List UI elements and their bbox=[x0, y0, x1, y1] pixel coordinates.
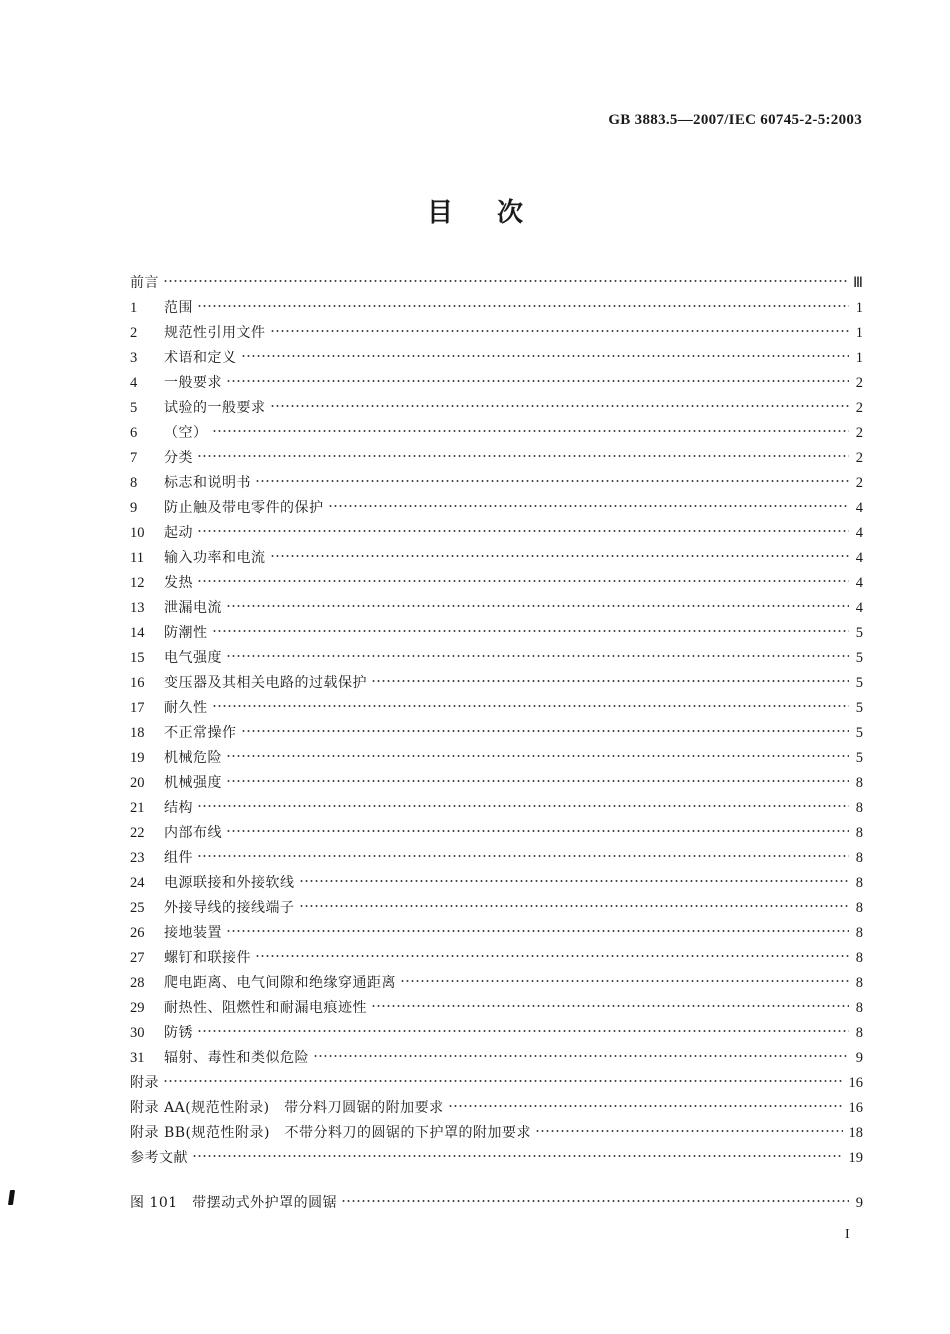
toc-entry-label: 一般要求 bbox=[164, 375, 222, 391]
dot-leader bbox=[255, 478, 849, 484]
toc-entry-label: 组件 bbox=[164, 850, 193, 866]
dot-leader bbox=[241, 353, 850, 359]
toc-entry[interactable] bbox=[130, 397, 863, 422]
toc-entry-number: 12 bbox=[130, 575, 145, 591]
toc-entry[interactable] bbox=[130, 697, 863, 722]
page-title: 目次 bbox=[426, 198, 567, 228]
toc-entry-label: 前言 bbox=[130, 275, 159, 291]
toc-entry-label: 规范性引用文件 bbox=[164, 325, 266, 341]
toc-entry-page: 2 bbox=[855, 450, 863, 466]
dot-leader bbox=[226, 778, 849, 784]
toc-entry[interactable] bbox=[130, 522, 863, 547]
toc-entry-label: 耐久性 bbox=[164, 700, 208, 716]
toc-entry-number: 24 bbox=[130, 875, 145, 891]
dot-leader bbox=[226, 928, 849, 934]
toc-entry-label: 结构 bbox=[164, 800, 193, 816]
toc-entry[interactable] bbox=[130, 472, 863, 497]
toc-entry-number: 4 bbox=[130, 375, 138, 391]
toc-entry[interactable] bbox=[130, 847, 863, 872]
toc-entry-page: 5 bbox=[855, 750, 863, 766]
toc-entry-number: 11 bbox=[130, 550, 144, 566]
toc-entry-page: 1 bbox=[855, 325, 863, 341]
dot-leader bbox=[299, 903, 850, 909]
dot-leader bbox=[197, 453, 849, 459]
toc-entry-label: 耐热性、阻燃性和耐漏电痕迹性 bbox=[164, 1000, 367, 1016]
toc-entry[interactable] bbox=[130, 1122, 863, 1147]
toc-entry[interactable] bbox=[130, 447, 863, 472]
toc-entry[interactable] bbox=[130, 647, 863, 672]
toc-entry-label: 防止触及带电零件的保护 bbox=[164, 500, 324, 516]
toc-entry-label: 机械危险 bbox=[164, 750, 222, 766]
toc-entry-number: 5 bbox=[130, 400, 138, 416]
dot-leader bbox=[400, 978, 849, 984]
toc-entry[interactable] bbox=[130, 322, 863, 347]
dot-leader bbox=[197, 853, 849, 859]
dot-leader bbox=[226, 653, 849, 659]
dot-leader bbox=[226, 378, 849, 384]
dot-leader bbox=[299, 878, 850, 884]
dot-leader bbox=[313, 1053, 849, 1059]
toc-entry-label: 防锈 bbox=[164, 1025, 193, 1041]
toc-entry-label: 附录 AA(规范性附录) 带分料刀圆锯的附加要求 bbox=[130, 1100, 444, 1116]
toc-entry-label: 发热 bbox=[164, 575, 193, 591]
toc-entry-label: 内部布线 bbox=[164, 825, 222, 841]
toc-entry-page: 2 bbox=[855, 400, 863, 416]
toc-entry-number: 25 bbox=[130, 900, 145, 916]
toc-entry[interactable] bbox=[130, 272, 863, 297]
toc-entry-page: 16 bbox=[848, 1100, 863, 1116]
toc-entry-number: 19 bbox=[130, 750, 145, 766]
toc-entry[interactable] bbox=[130, 822, 863, 847]
dot-leader bbox=[212, 628, 850, 634]
toc-entry-page: 4 bbox=[855, 525, 863, 541]
dot-leader bbox=[212, 703, 850, 709]
toc-entry[interactable] bbox=[130, 897, 863, 922]
toc-entry[interactable] bbox=[130, 922, 863, 947]
toc-entry-label: 螺钉和联接件 bbox=[164, 950, 251, 966]
toc-entry-label: 防潮性 bbox=[164, 625, 208, 641]
toc-entry[interactable] bbox=[130, 622, 863, 647]
standard-code: GB 3883.5—2007/IEC 60745-2-5:2003 bbox=[608, 112, 862, 128]
toc-entry-page: 5 bbox=[855, 675, 863, 691]
toc-entry-label: 机械强度 bbox=[164, 775, 222, 791]
dot-leader bbox=[255, 953, 849, 959]
dot-leader bbox=[371, 1003, 849, 1009]
dot-leader bbox=[197, 303, 849, 309]
dot-leader bbox=[371, 678, 849, 684]
page-folio: I bbox=[845, 1227, 850, 1242]
toc-entry-number: 1 bbox=[130, 300, 138, 316]
toc-entry-number: 29 bbox=[130, 1000, 145, 1016]
toc-entry-number: 27 bbox=[130, 950, 145, 966]
toc-entry-page: 4 bbox=[855, 575, 863, 591]
toc-entry-label: 外接导线的接线端子 bbox=[164, 900, 295, 916]
toc-entry-page: 8 bbox=[855, 900, 863, 916]
toc-entry[interactable] bbox=[130, 772, 863, 797]
toc-entry-label: 附录 bbox=[130, 1075, 159, 1091]
toc-entry-number: 8 bbox=[130, 475, 138, 491]
dot-leader bbox=[197, 803, 849, 809]
toc-entry-page: 5 bbox=[855, 625, 863, 641]
dot-leader bbox=[341, 1198, 849, 1204]
toc-entry[interactable] bbox=[130, 572, 863, 597]
toc-entry-number: 15 bbox=[130, 650, 145, 666]
toc-entry-page: 18 bbox=[848, 1125, 863, 1141]
toc-entry-label: 输入功率和电流 bbox=[164, 550, 266, 566]
toc-entry-label: 辐射、毒性和类似危险 bbox=[164, 1050, 309, 1066]
dot-leader bbox=[197, 1028, 849, 1034]
toc-entry[interactable] bbox=[130, 672, 863, 697]
toc-entry-label: （空） bbox=[164, 425, 208, 441]
toc-entry[interactable] bbox=[130, 347, 863, 372]
toc-entry-label: 范围 bbox=[164, 300, 193, 316]
toc-entry-page: 2 bbox=[855, 425, 863, 441]
toc-entry-label: 变压器及其相关电路的过载保护 bbox=[164, 675, 367, 691]
toc-entry[interactable] bbox=[130, 372, 863, 397]
toc-entry-number: 31 bbox=[130, 1050, 145, 1066]
dot-leader bbox=[212, 428, 850, 434]
toc-entry-page: 4 bbox=[855, 500, 863, 516]
toc-entry[interactable] bbox=[130, 497, 863, 522]
toc-entry-page: 1 bbox=[855, 300, 863, 316]
toc-entry-number: 26 bbox=[130, 925, 145, 941]
toc-entry[interactable] bbox=[130, 1047, 863, 1072]
toc-entry-number: 2 bbox=[130, 325, 138, 341]
toc-entry[interactable] bbox=[130, 747, 863, 772]
toc-entry-page: 9 bbox=[855, 1050, 863, 1066]
toc-entry-number: 14 bbox=[130, 625, 145, 641]
toc-entry[interactable] bbox=[130, 297, 863, 322]
dot-leader bbox=[241, 728, 850, 734]
toc-entry-number: 7 bbox=[130, 450, 138, 466]
toc-entry-label: 参考文献 bbox=[130, 1150, 188, 1166]
toc-entry-page: 9 bbox=[855, 1195, 863, 1211]
dot-leader bbox=[270, 553, 850, 559]
dot-leader bbox=[535, 1128, 843, 1134]
toc-entry-number: 6 bbox=[130, 425, 138, 441]
toc-entry-number: 28 bbox=[130, 975, 145, 991]
toc-entry-label: 分类 bbox=[164, 450, 193, 466]
dot-leader bbox=[163, 278, 847, 284]
toc-entry-page: 8 bbox=[855, 975, 863, 991]
toc-entry[interactable] bbox=[130, 872, 863, 897]
toc-entry-number: 13 bbox=[130, 600, 145, 616]
toc-entry-number: 23 bbox=[130, 850, 145, 866]
dot-leader bbox=[197, 528, 849, 534]
toc-entry-page: 2 bbox=[855, 475, 863, 491]
toc-entry-page: 4 bbox=[855, 550, 863, 566]
toc-entry-number: 10 bbox=[130, 525, 145, 541]
toc-entry-label: 标志和说明书 bbox=[164, 475, 251, 491]
toc-entry[interactable] bbox=[130, 997, 863, 1022]
dot-leader bbox=[270, 328, 850, 334]
dot-leader bbox=[226, 753, 849, 759]
toc-entry-page: 8 bbox=[855, 775, 863, 791]
toc-entry[interactable] bbox=[130, 722, 863, 747]
toc-entry-number: 20 bbox=[130, 775, 145, 791]
toc-entry[interactable] bbox=[130, 797, 863, 822]
toc-entry[interactable] bbox=[130, 1097, 863, 1122]
toc-entry-page: 8 bbox=[855, 950, 863, 966]
toc-entry-number: 3 bbox=[130, 350, 138, 366]
toc-entry-page: 5 bbox=[855, 650, 863, 666]
toc-entry-page: 19 bbox=[848, 1150, 863, 1166]
toc-entry-label: 起动 bbox=[164, 525, 193, 541]
toc-entry-page: 1 bbox=[855, 350, 863, 366]
toc-entry-page: Ⅲ bbox=[853, 275, 863, 291]
toc-entry-label: 术语和定义 bbox=[164, 350, 237, 366]
toc-entry-number: 16 bbox=[130, 675, 145, 691]
toc-entry-page: 8 bbox=[855, 1000, 863, 1016]
dot-leader bbox=[197, 578, 849, 584]
toc-entry-label: 附录 BB(规范性附录) 不带分料刀的圆锯的下护罩的附加要求 bbox=[130, 1125, 531, 1141]
toc-entry-label: 不正常操作 bbox=[164, 725, 237, 741]
toc-entry-label: 试验的一般要求 bbox=[164, 400, 266, 416]
toc-entry-number: 22 bbox=[130, 825, 145, 841]
toc-entry-page: 8 bbox=[855, 825, 863, 841]
toc-entry-page: 8 bbox=[855, 800, 863, 816]
toc-entry[interactable] bbox=[130, 1147, 863, 1172]
toc-entry-label: 爬电距离、电气间隙和绝缘穿通距离 bbox=[164, 975, 396, 991]
toc-entry-label: 接地装置 bbox=[164, 925, 222, 941]
table-of-contents bbox=[130, 272, 863, 1217]
toc-entry-label: 电源联接和外接软线 bbox=[164, 875, 295, 891]
dot-leader bbox=[226, 828, 849, 834]
toc-entry-page: 5 bbox=[855, 725, 863, 741]
toc-entry-number: 21 bbox=[130, 800, 145, 816]
dot-leader bbox=[192, 1153, 843, 1159]
toc-entry-page: 8 bbox=[855, 850, 863, 866]
toc-entry-page: 8 bbox=[855, 875, 863, 891]
toc-entry[interactable] bbox=[130, 947, 863, 972]
dot-leader bbox=[328, 503, 850, 509]
toc-entry[interactable] bbox=[130, 597, 863, 622]
toc-entry-page: 5 bbox=[855, 700, 863, 716]
toc-entry-page: 16 bbox=[848, 1075, 863, 1091]
toc-entry[interactable] bbox=[130, 1192, 863, 1217]
dot-leader bbox=[226, 603, 849, 609]
toc-entry-page: 2 bbox=[855, 375, 863, 391]
toc-entry[interactable] bbox=[130, 972, 863, 997]
toc-entry-page: 8 bbox=[855, 925, 863, 941]
toc-entry-number: 18 bbox=[130, 725, 145, 741]
toc-entry-page: 4 bbox=[855, 600, 863, 616]
toc-entry[interactable] bbox=[130, 1072, 863, 1097]
toc-entry-page: 8 bbox=[855, 1025, 863, 1041]
toc-entry[interactable] bbox=[130, 1022, 863, 1047]
dot-leader bbox=[270, 403, 850, 409]
toc-entry-label: 电气强度 bbox=[164, 650, 222, 666]
toc-entry-number: 9 bbox=[130, 500, 138, 516]
section-gap bbox=[130, 1172, 863, 1192]
scan-mark bbox=[8, 1190, 15, 1205]
toc-entry-label: 泄漏电流 bbox=[164, 600, 222, 616]
toc-entry-number: 30 bbox=[130, 1025, 145, 1041]
dot-leader bbox=[448, 1103, 843, 1109]
toc-entry[interactable] bbox=[130, 422, 863, 447]
toc-entry-number: 17 bbox=[130, 700, 145, 716]
toc-entry-label: 图 101 带摆动式外护罩的圆锯 bbox=[130, 1195, 338, 1211]
toc-entry[interactable] bbox=[130, 547, 863, 572]
dot-leader bbox=[163, 1078, 843, 1084]
